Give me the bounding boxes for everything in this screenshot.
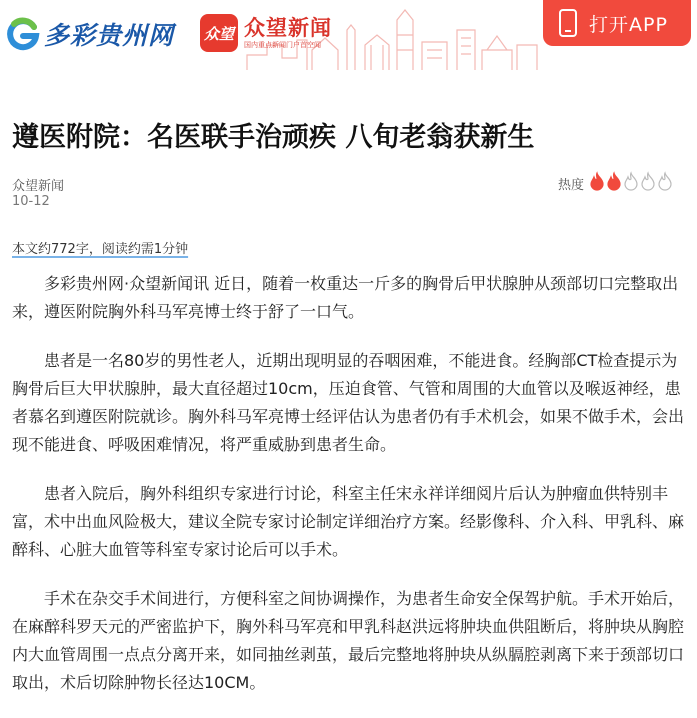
heat-rating [558,172,673,194]
zhongwang-tagline: 国内重点新闻门户首空闻 [244,41,321,49]
read-time-info: 本文约772字，阅读约需1分钟 [12,242,189,257]
open-app-label: 打开APP [589,13,668,36]
article-paragraph: 手术在杂交手术间进行，方便科室之间协调操作，为患者生命安全保驾护航。手术开始后，在麻醉科罗天元的严密监护下，胸外科马军亮和甲乳科赵洪远将肿块血供阻断后，将肿块从胸腔内大血管周围一点点分离开来，如同抽丝剥茧，最后完整地将肿块从纵膈腔剥离下来于颈部切口取出，术后切除肿物长径达10CM。 [12,589,685,692]
article-body [12,270,690,718]
flame-icons [588,172,673,194]
article-title: 遵医附院：名医联手治顽疾 八旬老翁获新生 [12,122,535,153]
g-logo-icon [6,17,40,51]
top-banner [0,0,697,70]
article-paragraph: 多彩贵州网·众望新闻讯 近日，随着一枚重达一斤多的胸骨后甲状腺肿从颈部切口完整取出来，遵医附院胸外科马军亮博士终于舒了一口气。 [12,274,679,321]
article-paragraph: 患者入院后，胸外科组织专家进行讨论，科室主任宋永祥详细阅片后认为肿瘤血供特别丰富，术中出血风险极大，建议全院专家讨论制定详细治疗方案。经影像科、介入科、甲乳科、麻醉科、心脏大血管等科室专家讨论后可以手术。 [12,484,685,559]
flame-icon-active [589,172,605,190]
duocai-guizhou-logo-text: 多彩贵州网 [44,21,175,50]
duocai-guizhou-logo[interactable] [6,16,174,52]
zhongwang-news-name: 众望新闻 [244,15,332,40]
article-date: 10-12 [12,194,50,209]
flame-icon-inactive [657,172,673,190]
article-paragraph: 患者是一名80岁的男性老人，近期出现明显的吞咽困难，不能进食。经胸部CT检查提示为胸骨后巨大甲状腺肿，最大直径超过10cm，压迫食管、气管和周围的大血管以及喉返神经，患者慕名到遵医附院就诊。胸外科马军亮博士经评估认为患者仍有手术机会，如果不做手术，会出现不能进食、呼吸困难情况，将严重威胁到患者生命。 [12,351,685,454]
open-app-button[interactable] [543,0,691,46]
article-source[interactable]: 众望新闻 [12,179,65,194]
flame-icon-active [606,172,622,190]
heat-label: 热度 [558,177,585,193]
flame-icon-inactive [640,172,656,190]
phone-icon [559,9,577,37]
zhongwang-icon: 众望 [200,14,238,52]
zhongwang-news-logo[interactable] [200,14,332,52]
flame-icon-inactive [623,172,639,190]
